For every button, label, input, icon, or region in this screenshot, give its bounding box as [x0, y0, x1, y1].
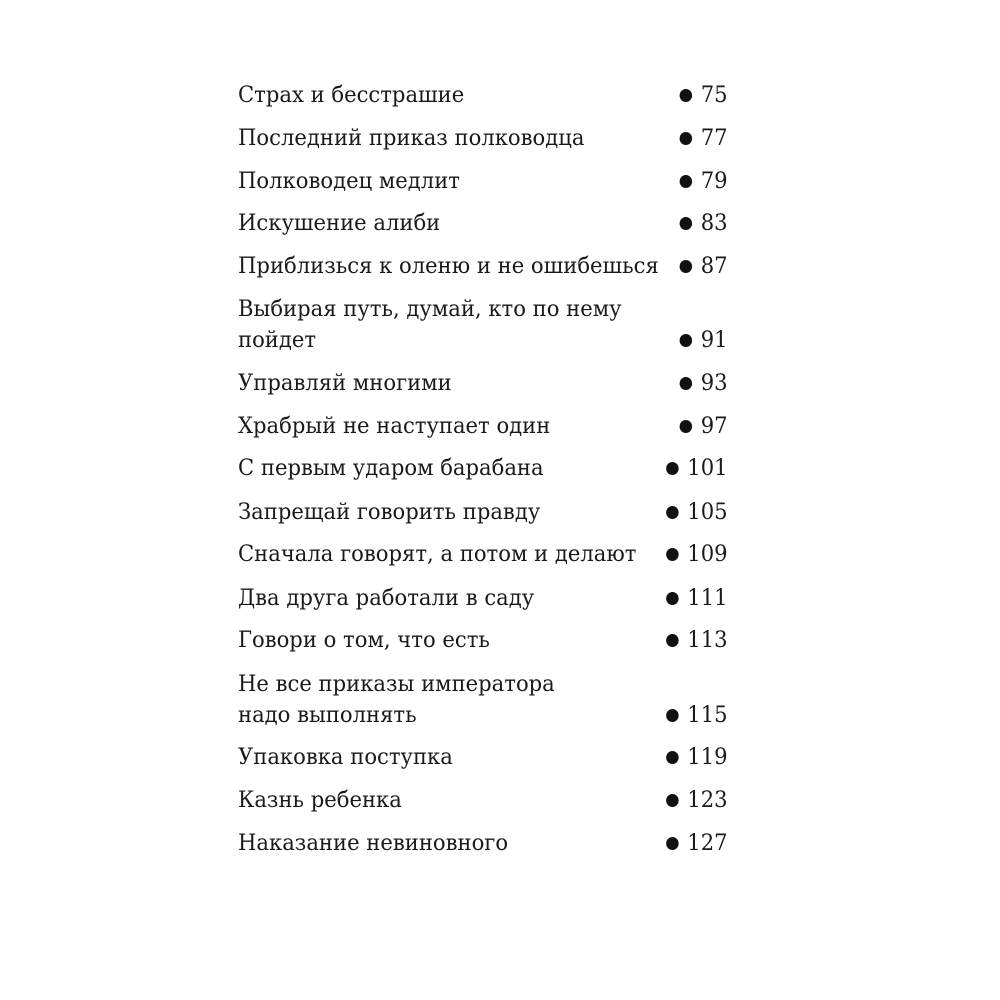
- toc-entry-title: Страх и бесстрашие: [238, 83, 465, 108]
- bullet-icon: [680, 175, 692, 188]
- bullet-icon: [680, 377, 692, 390]
- toc-entry-title: Приблизься к оленю и не ошибешься: [238, 254, 659, 279]
- page-number: 75: [700, 83, 728, 108]
- toc-entry-page: [680, 80, 728, 111]
- bullet-icon: [666, 751, 678, 764]
- toc-entry-title: Не все приказы императора надо выполнять: [238, 672, 555, 728]
- toc-entry[interactable]: [238, 166, 728, 197]
- page-number: 97: [700, 414, 728, 439]
- toc-entry[interactable]: [238, 411, 728, 442]
- toc-entry-page: [666, 497, 727, 528]
- toc-entry[interactable]: [238, 625, 728, 656]
- toc-entry-page: [666, 785, 727, 816]
- toc-entry-title: С первым ударом барабана: [238, 456, 544, 481]
- toc-entry[interactable]: [238, 208, 728, 239]
- toc-entry[interactable]: [238, 742, 728, 773]
- toc-entry-title: Сначала говорят, а потом и делают: [238, 542, 637, 567]
- bullet-icon: [666, 837, 678, 850]
- bullet-icon: [680, 260, 692, 273]
- toc-entry-title: Последний приказ полководца: [238, 126, 585, 151]
- page-number: 77: [700, 126, 728, 151]
- toc-entry-title: Два друга работали в саду: [238, 586, 535, 611]
- bullet-icon: [680, 420, 692, 433]
- toc-entry-title: Выбирая путь, думай, кто по нему пойдет: [238, 297, 622, 353]
- bullet-icon: [680, 89, 692, 102]
- toc-entry-page: [680, 123, 728, 154]
- toc-entry[interactable]: [238, 80, 728, 111]
- bullet-icon: [680, 334, 692, 347]
- toc-entry[interactable]: [238, 123, 728, 154]
- page-number: 115: [687, 703, 728, 728]
- toc-entry-page: [666, 828, 727, 859]
- page-number: 113: [687, 628, 728, 653]
- toc-entry-page: [680, 325, 728, 356]
- bullet-icon: [666, 462, 678, 475]
- toc-entry-page: [680, 166, 728, 197]
- page-number: 91: [700, 328, 728, 353]
- toc-entry-title: Говори о том, что есть: [238, 628, 490, 653]
- page-number: 105: [687, 500, 728, 525]
- toc-entry[interactable]: [238, 539, 728, 570]
- toc-entry-title: Храбрый не наступает один: [238, 414, 551, 439]
- page-number: 119: [687, 745, 728, 770]
- bullet-icon: [666, 548, 678, 561]
- bullet-icon: [680, 217, 692, 230]
- toc-entry[interactable]: [238, 294, 728, 356]
- toc-entry-title: Искушение алиби: [238, 211, 441, 236]
- page-number: 111: [687, 586, 728, 611]
- toc-entry-page: [666, 742, 727, 773]
- toc-entry-page: [666, 583, 727, 614]
- bullet-icon: [666, 506, 678, 519]
- toc-entry[interactable]: [238, 828, 728, 859]
- toc-entry-page: [666, 700, 727, 731]
- toc-entry-page: [680, 208, 728, 239]
- toc-entry-title: Казнь ребенка: [238, 788, 402, 813]
- toc-entry-page: [680, 251, 728, 282]
- toc-entry[interactable]: [238, 368, 728, 399]
- toc-entry-page: [680, 368, 728, 399]
- toc-entry-page: [680, 411, 728, 442]
- toc-entry-title: Полководец медлит: [238, 169, 460, 194]
- toc-entry[interactable]: [238, 453, 728, 484]
- bullet-icon: [680, 132, 692, 145]
- page-number: 109: [687, 542, 728, 567]
- bullet-icon: [666, 634, 678, 647]
- page-number: 101: [687, 456, 728, 481]
- toc-entry-page: [666, 539, 727, 570]
- toc-entry-page: [666, 625, 727, 656]
- toc-entry-title: Управляй многими: [238, 371, 452, 396]
- toc-entry[interactable]: [238, 669, 728, 731]
- bullet-icon: [666, 709, 678, 722]
- page-number: 83: [700, 211, 728, 236]
- toc-entry[interactable]: [238, 785, 728, 816]
- page-number: 123: [687, 788, 728, 813]
- toc-entry-title: Запрещай говорить правду: [238, 500, 541, 525]
- toc-entry[interactable]: [238, 251, 728, 282]
- bullet-icon: [666, 592, 678, 605]
- toc-entry-title: Упаковка поступка: [238, 745, 453, 770]
- page-number: 127: [687, 831, 728, 856]
- toc-entry-page: [666, 453, 727, 484]
- toc-entry[interactable]: [238, 497, 728, 528]
- page-number: 87: [700, 254, 728, 279]
- bullet-icon: [666, 794, 678, 807]
- toc-entry-title: Наказание невиновного: [238, 831, 509, 856]
- page-number: 93: [700, 371, 728, 396]
- page-number: 79: [700, 169, 728, 194]
- toc-entry[interactable]: [238, 583, 728, 614]
